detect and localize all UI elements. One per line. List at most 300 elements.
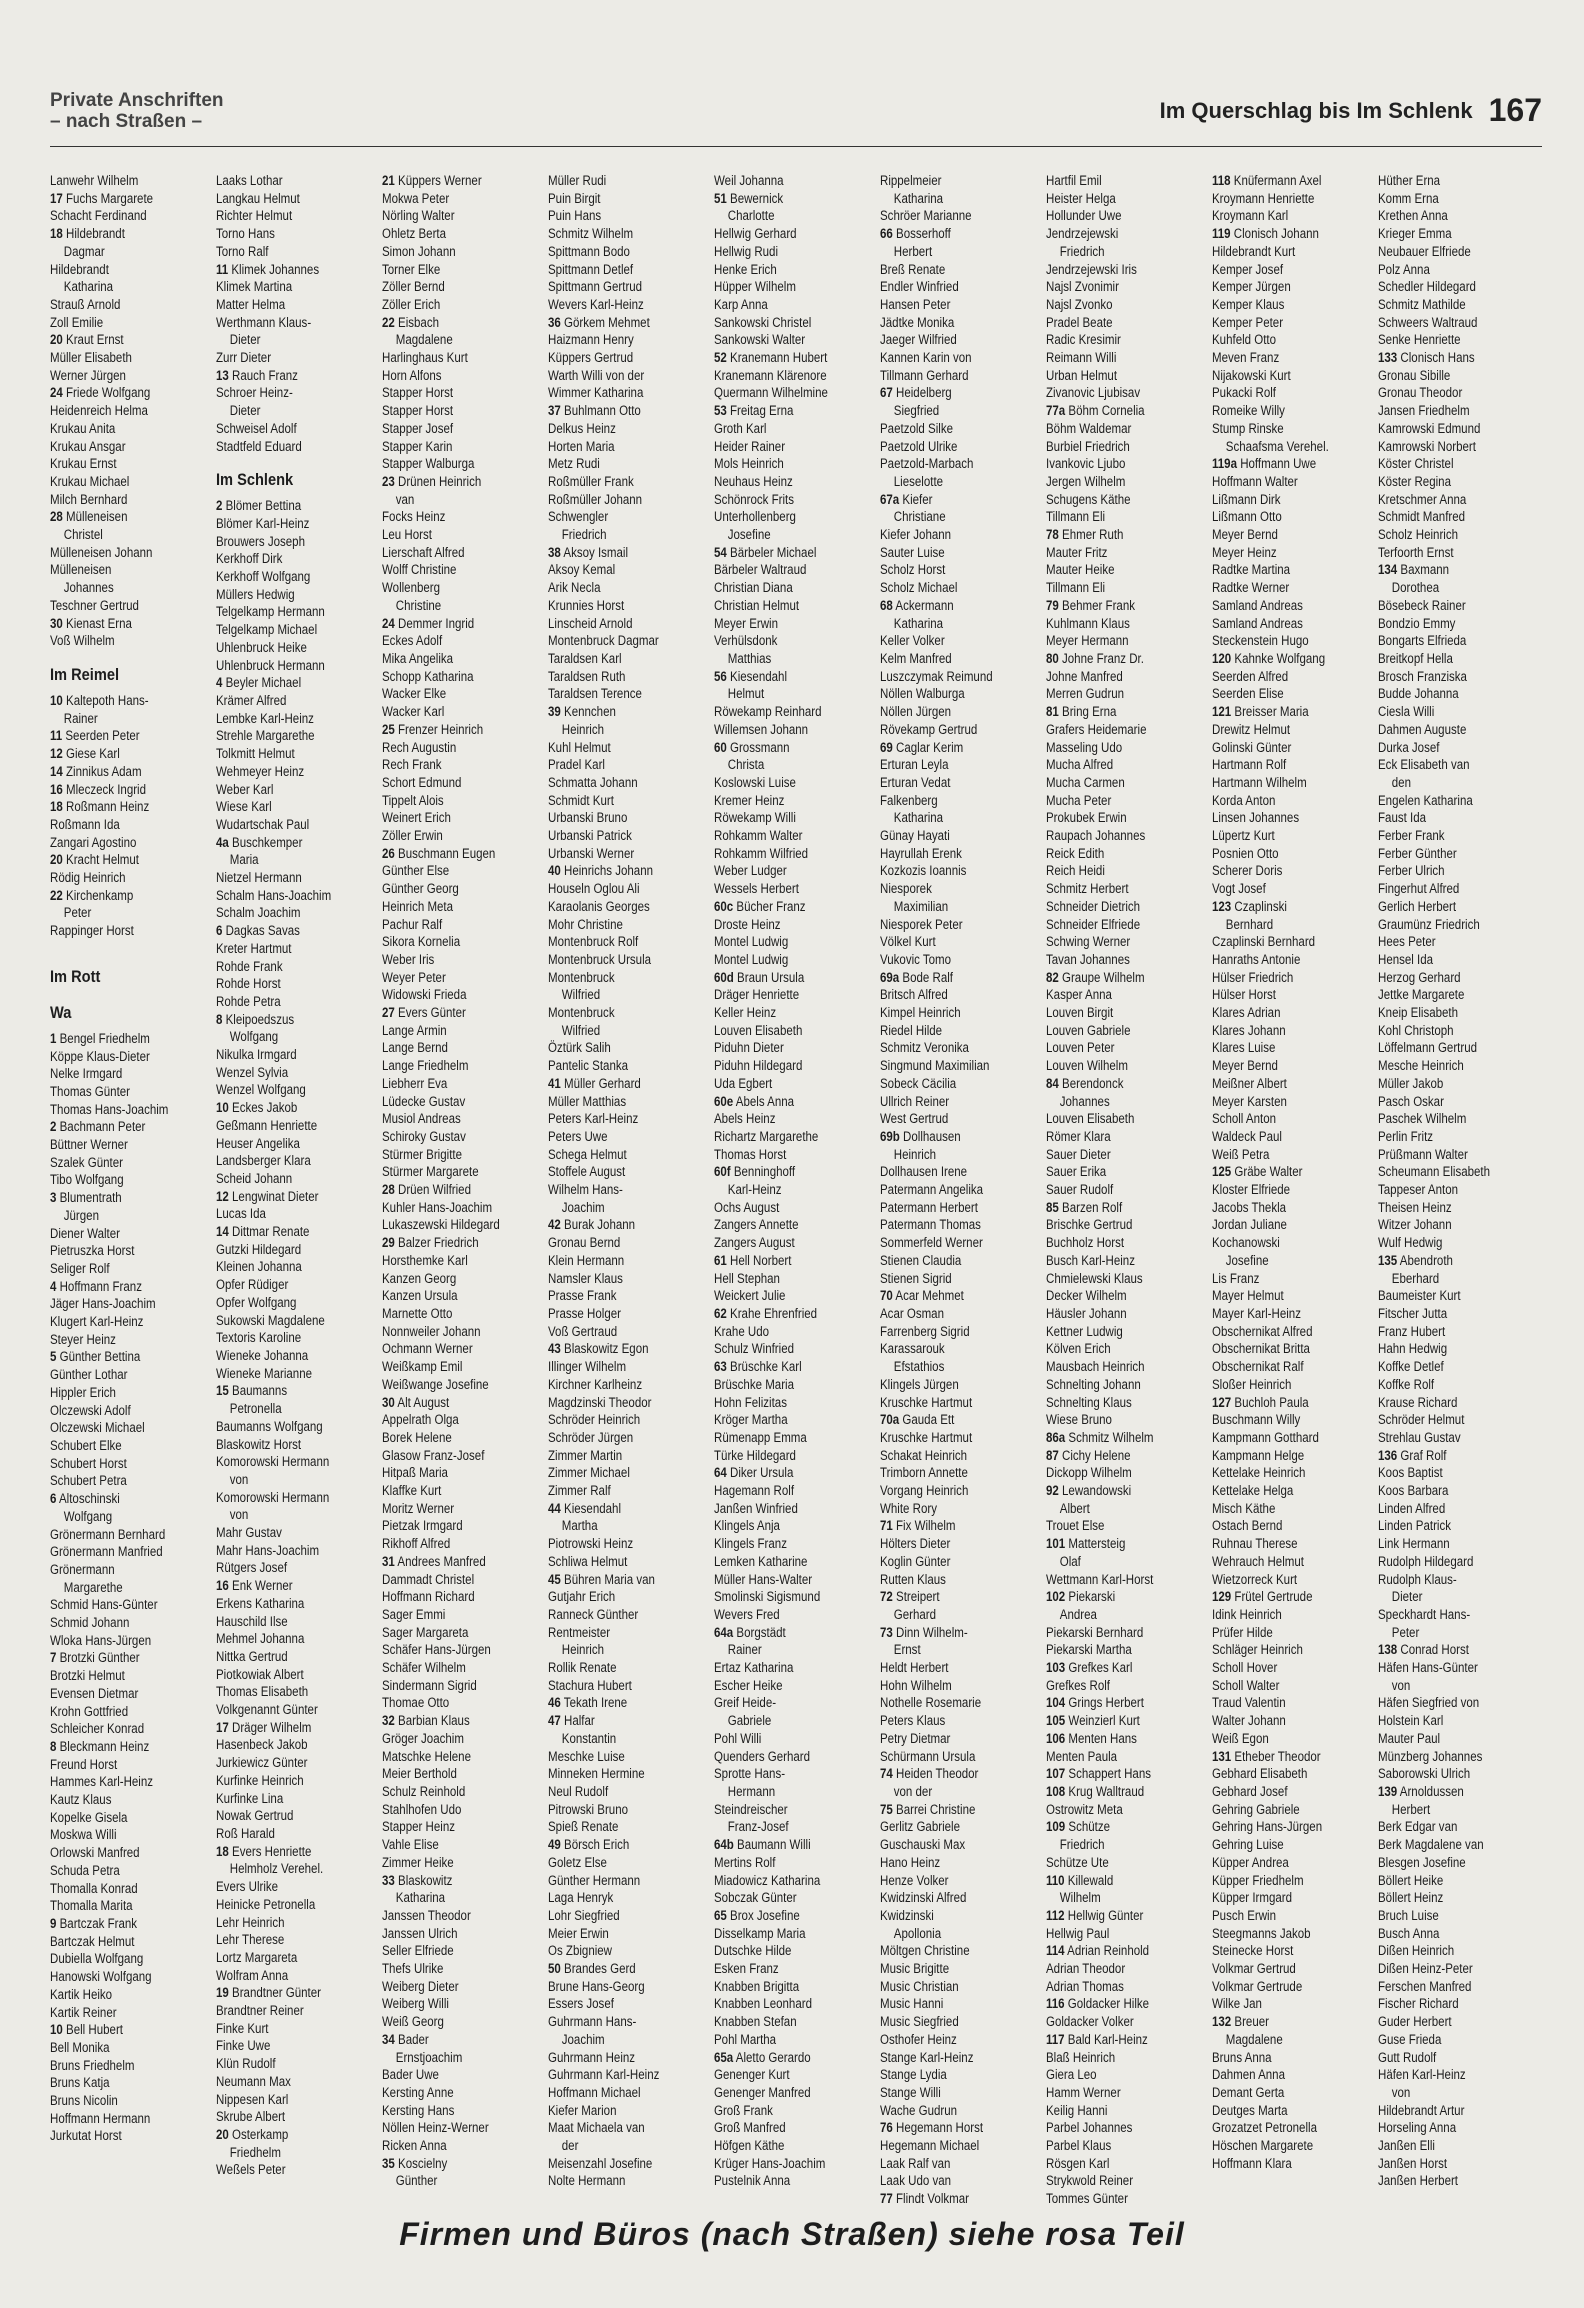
directory-entry: Schnelting Johann [1046,1376,1141,1392]
directory-entry: 84 Berendonck [1046,1075,1124,1091]
directory-entry: Pietzak Irmgard [382,1518,463,1534]
directory-entry: Seller Elfriede [382,1943,454,1959]
directory-entry: 54 Bärbeler Michael [714,544,817,560]
directory-entry: Seliger Rolf [50,1260,110,1276]
directory-entry: Opfer Wolfgang [216,1294,297,1310]
directory-entry: Roßmüller Johann [548,491,643,507]
directory-entry: 38 Aksoy Ismail [548,544,629,560]
directory-entry: Rohde Frank [216,958,283,974]
directory-entry: 4a Buschkemper [216,834,303,850]
entry-continuation: Friedrich [1059,243,1105,259]
directory-entry: Fischer Richard [1378,1996,1459,2012]
directory-entry: Kwidzinski [880,1907,934,1923]
directory-entry: Weber Iris [382,951,435,967]
directory-entry: 10 Kaltepoth Hans- [50,692,149,708]
directory-entry: Pohl Martha [714,2031,777,2047]
directory-entry: Urban Helmut [1046,367,1118,383]
directory-entry: Torno Hans [216,226,275,242]
entry-continuation: Heinrich [893,1146,937,1162]
directory-entry: Meyer Bernd [1212,1058,1278,1074]
directory-entry: Lüpertz Kurt [1212,828,1275,844]
directory-entry: Schleicher Konrad [50,1721,145,1737]
directory-entry: Stapper Horst [382,403,454,419]
directory-entry: Krunnies Horst [548,597,625,613]
directory-entry: Bader Uwe [382,2067,439,2083]
directory-entry: Deutges Marta [1212,2102,1288,2118]
directory-entry: 67a Kiefer [880,491,933,507]
directory-entry: Kranemann Klärenore [714,367,827,383]
directory-entry: Stange Lydia [880,2067,947,2083]
directory-entry: Maat Michaela van [548,2120,645,2136]
directory-entry: Knabben Leonhard [714,1996,812,2012]
entry-continuation: Dieter [229,403,261,419]
directory-entry: Koos Baptist [1378,1465,1443,1481]
directory-entry: Baumanns Wolfgang [216,1418,323,1434]
directory-entry: Ranneck Günther [548,1606,639,1622]
entry-continuation: von [1391,2084,1411,2100]
entry-continuation: Katharina [395,1890,446,1906]
directory-entry: 12 Giese Karl [50,746,120,762]
directory-entry: Goldacker Volker [1046,2014,1134,2030]
directory-entry: Speckhardt Hans- [1378,1606,1471,1622]
directory-entry: Gutjahr Erich [548,1589,616,1605]
directory-entry: Prüfer Hilde [1212,1624,1273,1640]
directory-entry: Olczewski Michael [50,1420,145,1436]
directory-entry: Heinrich Meta [382,898,454,914]
directory-entry: Brüschke Maria [714,1376,795,1392]
entry-continuation: Matthias [727,650,772,666]
directory-entry: Musiol Andreas [382,1111,461,1127]
directory-entry: Mayer Karl-Heinz [1212,1306,1301,1321]
directory-entry: Keller Volker [880,633,945,649]
directory-entry: Brischke Gertrud [1046,1217,1133,1233]
directory-entry: 1 Bengel Friedhelm [50,1030,150,1046]
directory-entry: Bärbeler Waltraud [714,562,807,578]
directory-entry: Paetzold Silke [880,420,953,436]
directory-entry: 16 Enk Werner [216,1578,293,1594]
directory-entry: 2 Bachmann Peter [50,1119,146,1135]
directory-entry: Tommes Günter [1046,2191,1128,2206]
directory-entry: Tillmann Eli [1046,509,1106,525]
directory-entry: Lißmann Otto [1212,509,1282,525]
directory-entry: Klugert Karl-Heinz [50,1314,144,1330]
directory-entry: Schmitz Veronika [880,1040,969,1056]
directory-entry: Küpper Irmgard [1212,1890,1293,1906]
directory-entry: Hollunder Uwe [1046,208,1122,224]
directory-entry: Kuhlmann Klaus [1046,615,1130,631]
directory-entry: Gronau Sibille [1378,367,1451,383]
directory-entry: 74 Heiden Theodor [880,1766,979,1782]
directory-entry: Urbanski Werner [548,845,635,861]
directory-entry: Schmid Johann [50,1615,130,1631]
directory-entry: Jädtke Monika [880,314,955,330]
directory-entry: Endler Winfried [880,279,959,295]
directory-entry: Seerden Elise [1212,686,1284,702]
directory-entry: Urbanski Patrick [548,828,632,844]
entry-continuation: Peter [1391,1624,1420,1640]
entry-continuation: Heinrich [561,1642,605,1658]
directory-entry: 125 Gräbe Walter [1212,1164,1303,1180]
directory-entry: Olczewski Adolf [50,1402,131,1418]
entry-continuation: von der [893,1783,933,1799]
directory-entry: Droste Heinz [714,916,781,932]
directory-entry: Horseling Anna [1378,2120,1457,2136]
directory-entry: Lierschaft Alfred [382,544,465,560]
directory-entry: Gutzki Hildegard [216,1241,302,1257]
directory-entry: Widowski Frieda [382,987,467,1003]
directory-entry: Günther Else [382,863,450,879]
directory-entry: Parbel Johannes [1046,2120,1133,2136]
directory-entry: Bösebeck Rainer [1378,597,1466,613]
directory-entry: Petry Dietmar [880,1730,951,1746]
directory-entry: Tibo Wolfgang [50,1172,124,1188]
directory-entry: Aksoy Kemal [548,562,616,578]
directory-entry: 64 Diker Ursula [714,1465,794,1481]
directory-entry: Komorowski Hermann [216,1454,330,1470]
directory-entry: 29 Balzer Friedrich [382,1235,479,1251]
entry-continuation: Helmholz Verehel. [229,1861,324,1877]
directory-entry: Houseln Oglou Ali [548,881,640,897]
directory-entry: Grozatzet Petronella [1212,2120,1317,2136]
directory-entry: Böllert Heike [1378,1872,1444,1888]
directory-entry: Böllert Heinz [1378,1890,1444,1906]
directory-entry: Guder Herbert [1378,2014,1452,2030]
directory-entry: Neuhaus Heinz [714,473,793,489]
directory-entry: Faust Ida [1378,810,1427,826]
entry-continuation: Dorothea [1391,580,1440,596]
directory-entry: Wettmann Karl-Horst [1046,1571,1154,1587]
directory-entry: Riedel Hilde [880,1022,943,1038]
directory-entry: 35 Koscielny [382,2155,448,2171]
directory-entry: Hartmann Rolf [1212,757,1287,773]
entry-continuation: Herbert [1391,1801,1431,1817]
directory-entry: Häusler Johann [1046,1306,1127,1321]
directory-entry: Nowak Gertrud [216,1808,294,1824]
directory-entry: Prüßmann Walter [1378,1146,1468,1162]
directory-entry: Kartik Heiko [50,1986,113,2002]
directory-entry: Trouet Else [1046,1518,1105,1534]
directory-entry: Dickopp Wilhelm [1046,1465,1132,1481]
directory-entry: Stapper Josef [382,420,454,436]
directory-entry: Lanwehr Wilhelm [50,173,139,188]
directory-entry: Schugens Käthe [1046,491,1131,507]
directory-entry: Kamrowski Edmund [1378,420,1481,436]
directory-entry: Klün Rudolf [216,2056,276,2072]
directory-entry: Weinert Erich [382,810,451,826]
directory-entry: Kemper Peter [1212,314,1284,330]
directory-entry: 104 Grings Herbert [1046,1695,1144,1711]
directory-entry: Roßmann Ida [50,816,120,832]
directory-entry: Piduhn Dieter [714,1040,784,1056]
directory-entry: Kiefer Johann [880,527,952,543]
directory-entry: Küpper Andrea [1212,1854,1289,1870]
directory-entry: Keilig Hanni [1046,2102,1108,2118]
directory-entry: Kettelake Heinrich [1212,1465,1306,1481]
directory-entry: Wiese Bruno [1046,1412,1112,1428]
directory-entry: Gerlitz Gabriele [880,1819,961,1835]
directory-entry: Jäger Hans-Joachim [50,1296,156,1312]
directory-entry: Blesgen Josefine [1378,1854,1466,1870]
directory-entry: Peters Uwe [548,1128,608,1144]
entry-continuation: Josefine [1225,1252,1269,1268]
directory-entry: Thomas Horst [714,1146,787,1162]
directory-entry: Krohn Gottfried [50,1703,129,1719]
directory-entry: Gebhard Josef [1212,1783,1288,1799]
directory-entry: Lehr Heinrich [216,1914,285,1930]
directory-entry: Hildebrandt Artur [1378,2102,1465,2118]
directory-entry: Milch Bernhard [50,491,128,507]
entry-continuation: Efstathios [893,1359,945,1375]
entry-continuation: Eberhard [1391,1270,1440,1286]
directory-entry: Louven Peter [1046,1040,1115,1056]
directory-entry: Häfen Siegfried von [1378,1695,1480,1711]
directory-entry: Mucha Carmen [1046,774,1125,790]
directory-entry: Kloster Elfriede [1212,1182,1291,1198]
directory-entry: Masseling Udo [1046,739,1123,755]
directory-entry: Teschner Gertrud [50,597,139,613]
page-header [1160,92,1542,129]
directory-entry: Müller Elisabeth [50,350,132,366]
directory-entry: Schneider Dietrich [1046,898,1141,914]
directory-entry: Quenders Gerhard [714,1748,811,1764]
directory-entry: Schäfer Wilhelm [382,1660,466,1676]
directory-entry: Rohde Petra [216,993,281,1009]
directory-entry: Schweisel Adolf [216,420,297,436]
directory-entry: 135 Abendroth [1378,1252,1453,1268]
directory-entry: Ruhnau Therese [1212,1536,1298,1552]
directory-entry: Drewitz Helmut [1212,721,1291,737]
directory-entry: Busch Karl-Heinz [1046,1252,1135,1268]
directory-entry: Zimmer Michael [548,1465,630,1481]
directory-entry: 123 Czaplinski [1212,898,1287,914]
directory-entry: Sankowski Christel [714,314,812,330]
directory-entry: Schacht Ferdinand [50,208,147,224]
entry-continuation: von [229,1507,249,1523]
directory-entry: Meier Berthold [382,1766,457,1782]
directory-entry: Harlinghaus Kurt [382,350,468,366]
directory-entry: Mauter Paul [1378,1730,1441,1746]
directory-entry: Höfgen Käthe [714,2138,785,2154]
directory-entry: Mols Heinrich [714,456,784,472]
directory-entry: Hoffmann Walter [1212,473,1298,489]
directory-entry: Kartik Reiner [50,2004,117,2020]
directory-entry: Wieneke Johanna [216,1348,309,1363]
directory-entry: Kerkhoff Wolfgang [216,569,311,585]
directory-entry: Piekarski Bernhard [1046,1624,1144,1640]
directory-entry: West Gertrud [880,1111,949,1127]
directory-entry: Sager Emmi [382,1606,446,1622]
directory-entry: Scheumann Elisabeth [1378,1164,1491,1180]
directory-entry: Misch Käthe [1212,1500,1276,1516]
directory-entry: 65a Aletto Gerardo [714,2049,811,2065]
directory-entry: Berk Edgar van [1378,1819,1458,1835]
directory-entry: Dubiella Wolfgang [50,1951,144,1967]
directory-entry: Gronau Bernd [548,1235,621,1251]
directory-entry: Hauschild Ilse [216,1613,288,1629]
directory-entry: Ricken Anna [382,2138,447,2154]
directory-entry: Idink Heinrich [1212,1606,1282,1622]
directory-entry: Neubauer Elfriede [1378,243,1471,259]
entry-continuation: Wolfgang [229,1029,279,1045]
directory-entry: Trimborn Annette [880,1465,968,1481]
directory-entry: 120 Kahnke Wolfgang [1212,650,1326,666]
directory-entry: 70a Gauda Ett [880,1412,955,1428]
directory-entry: Ohletz Berta [382,226,447,242]
directory-entry: Kruschke Hartmut [880,1429,973,1445]
directory-entry: Prasse Holger [548,1306,621,1321]
directory-entry: Meven Franz [1212,350,1280,366]
directory-entry: Louven Wilhelm [1046,1058,1128,1074]
directory-entry: Stahlhofen Udo [382,1801,462,1817]
directory-entry: 66 Bosserhoff [880,226,951,242]
directory-entry: Kreter Hartmut [216,940,292,956]
directory-entry: Weßels Peter [216,2162,286,2178]
directory-entry: Greif Heide- [714,1695,777,1711]
directory-entry: Pradel Karl [548,757,605,773]
entry-continuation: Dieter [229,332,261,348]
directory-entry: Bruns Nicolin [50,2093,118,2109]
directory-entry: Delkus Heinz [548,420,616,436]
directory-entry: Scholz Horst [880,562,946,578]
directory-entry: Farrenberg Sigrid [880,1323,970,1339]
directory-entry: Sukowski Magdalene [216,1312,325,1328]
directory-entry: Graumünz Friedrich [1378,916,1480,932]
directory-entry: 11 Klimek Johannes [216,261,320,277]
directory-entry: Klimek Martina [216,279,293,295]
directory-entry: Rohkamm Wilfried [714,845,809,861]
directory-entry: Steegmanns Jakob [1212,1925,1311,1941]
directory-entry: Lis Franz [1212,1270,1260,1286]
directory-entry: Prokubek Erwin [1046,810,1127,826]
directory-entry: Thomae Otto [382,1695,450,1711]
directory-entry: 60e Abels Anna [714,1093,795,1109]
directory-entry: Nonnweiler Johann [382,1323,481,1339]
directory-entry: Pantelic Stanka [548,1058,629,1074]
directory-entry: Jettke Margarete [1378,987,1465,1003]
directory-entry: Paetzold Ulrike [880,438,958,454]
directory-entry: Jendrzejewski Iris [1046,261,1137,277]
directory-entry: Meißner Albert [1212,1075,1287,1091]
directory-entry: Richartz Margarethe [714,1128,819,1144]
directory-entry: 18 Evers Henriette [216,1843,312,1859]
directory-entry: Sommerfeld Werner [880,1235,983,1251]
directory-entry: Schröder Helmut [1378,1412,1465,1428]
directory-entry: Finke Uwe [216,2038,271,2054]
directory-entry: 60f Benninghoff [714,1164,796,1180]
directory-entry: Wehmeyer Heinz [216,763,305,779]
directory-entry: Zangari Agostino [50,834,137,850]
directory-entry: Hoffmann Richard [382,1589,475,1605]
directory-entry: Linden Alfred [1378,1500,1446,1516]
directory-entry: Zimmer Ralf [548,1483,611,1499]
directory-entry: Schalm Joachim [216,905,301,921]
directory-entry: Wietzorreck Kurt [1212,1571,1298,1587]
directory-entry: Müller Hans-Walter [714,1571,813,1587]
directory-entry: Schubert Petra [50,1473,127,1489]
directory-entry: Volkmar Gertrud [1212,1961,1296,1977]
directory-entry: Rümenapp Emma [714,1429,807,1445]
directory-entry: Henke Erich [714,261,777,277]
directory-entry: Sikora Kornelia [382,934,461,950]
directory-entry: Meisenzahl Josefine [548,2155,653,2171]
directory-entry: Stapper Heinz [382,1819,455,1835]
directory-entry: Mauter Fritz [1046,544,1108,560]
directory-entry: Weiß Georg [382,2014,444,2030]
directory-entry: Tavan Johannes [1046,951,1130,967]
directory-entry: Erkens Katharina [216,1595,305,1611]
directory-entry: Golinski Günter [1212,739,1292,755]
directory-entry: Peters Klaus [880,1713,946,1729]
entry-continuation: Apollonia [893,1925,942,1941]
directory-entry: Kanzen Georg [382,1270,457,1286]
directory-entry: Tappeser Anton [1378,1182,1459,1198]
directory-entry: Meyer Heinz [1212,544,1277,560]
directory-entry: Rudolph Hildegard [1378,1553,1474,1569]
directory-entry: 53 Freitag Erna [714,403,794,419]
directory-entry: Kannen Karin von [880,350,972,366]
directory-entry: Bondzio Emmy [1378,615,1456,631]
directory-entry: 136 Graf Rolf [1378,1447,1447,1463]
directory-entry: Ivankovic Ljubo [1046,456,1126,472]
directory-entry: Schroer Heinz- [216,385,293,401]
directory-entry: Wenzel Wolfgang [216,1082,306,1098]
directory-entry: Gehring Gabriele [1212,1801,1300,1817]
directory-entry: Pasch Oskar [1378,1093,1444,1109]
directory-entry: Werner Jürgen [50,367,126,383]
directory-entry: Zangers August [714,1235,795,1251]
spacer [50,940,193,952]
directory-entry: Hellwig Paul [1046,1925,1110,1941]
directory-entry: Lortz Margareta [216,1949,298,1965]
directory-entry: Krukau Ernst [50,456,117,472]
directory-entry: Radic Kresimir [1046,332,1121,348]
directory-entry: 79 Behmer Frank [1046,597,1135,613]
directory-entry: Hellwig Rudi [714,243,779,259]
directory-entry: Sauter Luise [880,544,945,560]
directory-entry: Paschek Wilhelm [1378,1111,1467,1127]
directory-entry: 76 Hegemann Horst [880,2120,984,2136]
entry-continuation: von [1391,1677,1411,1693]
directory-entry: Hüther Erna [1378,173,1441,188]
entry-continuation: Joachim [561,1199,605,1215]
entry-continuation: Dagmar [63,243,105,259]
directory-entry: Pohl Willi [714,1730,762,1746]
directory-entry: Obschernikat Alfred [1212,1323,1313,1339]
directory-entry: Meyer Hermann [1046,633,1129,649]
directory-entry: Krause Richard [1378,1394,1458,1410]
directory-entry: Schiroky Gustav [382,1128,466,1144]
directory-entry: 119a Hoffmann Uwe [1212,456,1317,472]
directory-entry: Heldt Herbert [880,1660,949,1676]
directory-entry: Kröger Martha [714,1412,788,1428]
directory-entry: Bruch Luise [1378,1907,1439,1923]
directory-entry: Nöllen Jürgen [880,704,952,720]
directory-entry: Wimmer Katharina [548,385,644,401]
directory-entry: Heinicke Petronella [216,1896,316,1912]
directory-entry: Weißwange Josefine [382,1376,489,1392]
directory-entry: 9 Bartczak Frank [50,1915,138,1931]
directory-entry: Textoris Karoline [216,1330,302,1346]
directory-entry: Reimann Willi [1046,350,1117,366]
directory-entry: 56 Kiesendahl [714,668,788,684]
directory-entry: Janssen Ulrich [382,1925,458,1941]
directory-entry: 86a Schmitz Wilhelm [1046,1429,1154,1445]
directory-entry: Link Hermann [1378,1536,1450,1552]
entry-continuation: Wolfgang [63,1508,113,1524]
directory-entry: Piekarski Martha [1046,1642,1132,1658]
directory-entry: Stapper Karin [382,438,453,454]
entry-continuation: Friedhelm [229,2144,281,2160]
